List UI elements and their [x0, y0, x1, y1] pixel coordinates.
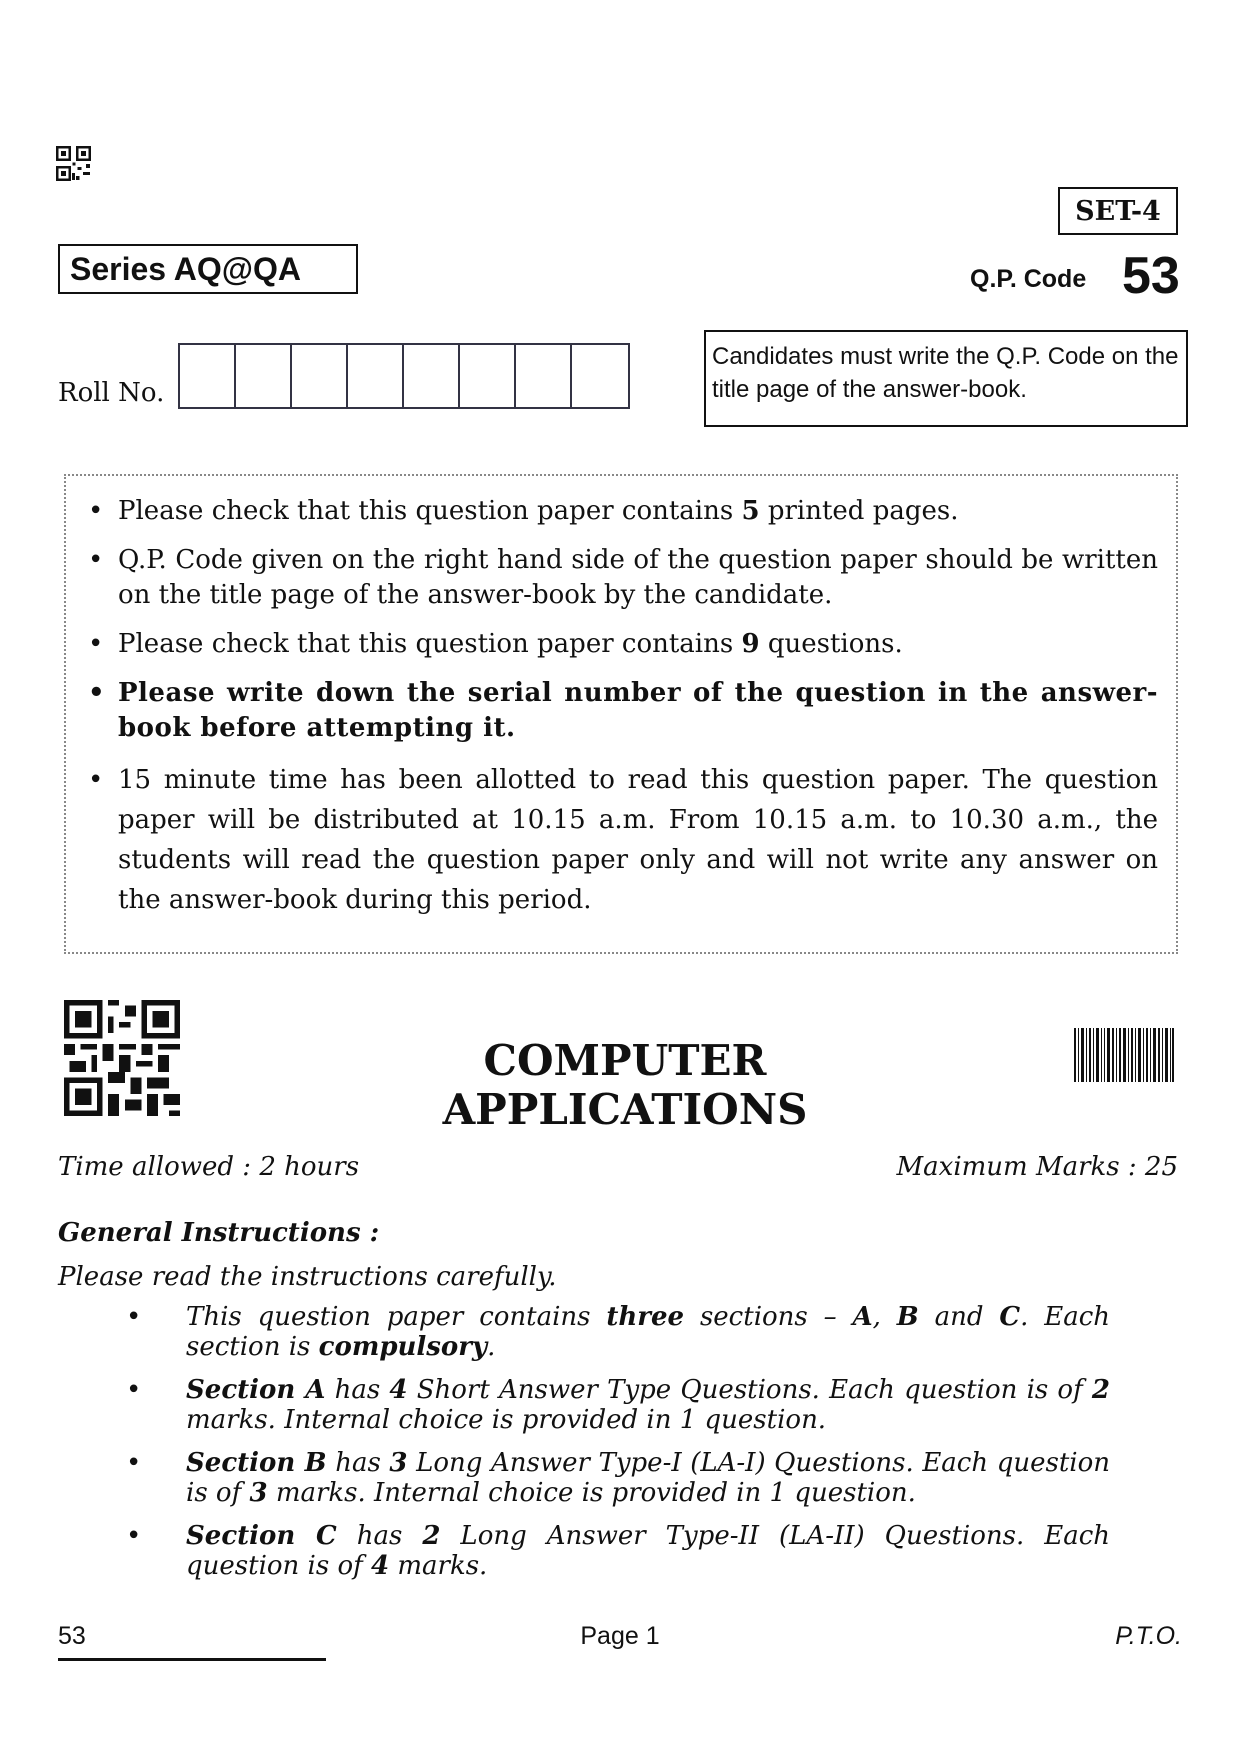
- general-instruction-item: • Section A has 4 Short Answer Type Questions. Each question is of 2 marks. Internal choice is provided in 1 question.: [186, 1375, 1110, 1435]
- roll-digit-box[interactable]: [348, 345, 404, 407]
- qp-code-value: 53: [1122, 247, 1180, 305]
- roll-digit-box[interactable]: [460, 345, 516, 407]
- roll-digit-box[interactable]: [516, 345, 572, 407]
- instruction-item: • 15 minute time has been allotted to read this question paper. The question paper will be distributed at 10.15 a.m. From 10.15 a.m. to 10.30 a.m., the students will read the question paper only and will not write any answer on the answer-book during this period.: [118, 760, 1158, 920]
- set-badge: SET-4: [1058, 187, 1178, 235]
- please-turn-over: P.T.O.: [1115, 1622, 1182, 1650]
- series-label: Series AQ@QA: [58, 244, 358, 294]
- general-instructions-list: [186, 1302, 1110, 1594]
- roll-number-boxes[interactable]: [178, 343, 630, 409]
- page-number: Page 1: [580, 1622, 660, 1650]
- roll-digit-box[interactable]: [404, 345, 460, 407]
- general-instruction-item: • Section C has 2 Long Answer Type-II (LA-II) Questions. Each question is of 4 marks.: [186, 1521, 1110, 1581]
- roll-digit-box[interactable]: [572, 345, 628, 407]
- instructions-box: [64, 474, 1178, 954]
- candidate-note: Candidates must write the Q.P. Code on the title page of the answer-book.: [704, 330, 1188, 427]
- instruction-item: • Please check that this question paper contains 5 printed pages.: [118, 494, 1158, 529]
- roll-number-label: Roll No.: [58, 378, 165, 408]
- instruction-item: • Q.P. Code given on the right hand side of the question paper should be written on the title page of the answer-book by the candidate.: [118, 543, 1158, 613]
- barcode-icon: [1074, 1028, 1174, 1082]
- roll-digit-box[interactable]: [292, 345, 348, 407]
- instruction-item: • Please check that this question paper contains 9 questions.: [118, 627, 1158, 662]
- roll-digit-box[interactable]: [180, 345, 236, 407]
- general-instruction-item: • This question paper contains three sections – A, B and C. Each section is compulsory.: [186, 1302, 1110, 1362]
- roll-digit-box[interactable]: [236, 345, 292, 407]
- general-instructions-heading: General Instructions :: [58, 1218, 380, 1248]
- footer-qp-code: 53: [58, 1622, 86, 1650]
- qr-code-icon: [64, 1000, 180, 1116]
- general-instruction-item: • Section B has 3 Long Answer Type-I (LA-I) Questions. Each question is of 3 marks. Internal choice is provided in 1 question.: [186, 1448, 1110, 1508]
- instructions-list: [118, 494, 1158, 934]
- maximum-marks: Maximum Marks : 25: [896, 1152, 1178, 1182]
- general-instructions-subheading: Please read the instructions carefully.: [58, 1262, 557, 1292]
- subject-title: COMPUTER APPLICATIONS: [442, 1036, 808, 1134]
- footer-divider: [58, 1658, 326, 1661]
- qp-code-label: Q.P. Code: [970, 265, 1087, 293]
- small-qr-code-icon: [56, 146, 91, 181]
- time-allowed: Time allowed : 2 hours: [58, 1152, 360, 1182]
- instruction-item: • Please write down the serial number of the question in the answer-book before attempting it.: [118, 676, 1158, 746]
